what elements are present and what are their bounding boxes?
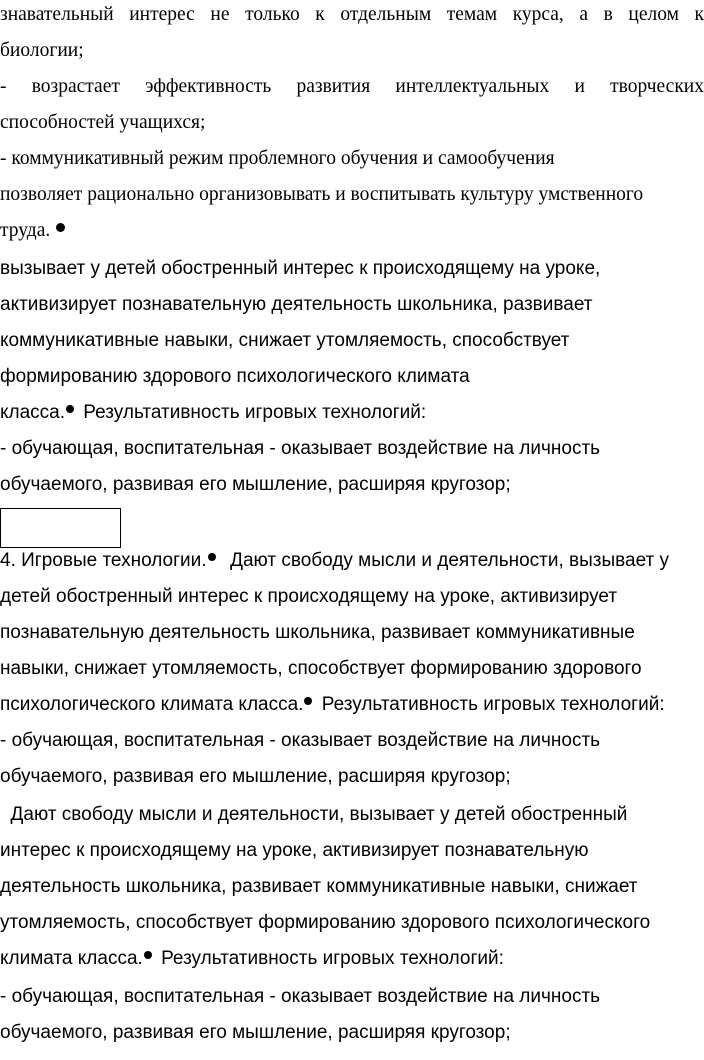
text-line: - обучающая, воспитательная - оказывает воздействие на личность [0, 438, 601, 459]
bullet-icon [208, 553, 216, 561]
bullet-icon [304, 697, 312, 705]
bullet-icon [66, 405, 74, 413]
text-line: формированию здорового психологического климата [0, 366, 470, 387]
text-fragment: Результативность игровых технологий: [316, 694, 665, 715]
text-fragment: психологического климата класса. [0, 694, 304, 715]
text-fragment: климата класса. [0, 948, 143, 969]
text-line: интерес к происходящему на уроке, активизирует познавательную [0, 840, 589, 861]
text-fragment: Дают свободу мысли и деятельности, вызывает у [219, 550, 670, 571]
text-line: детей обостренный интерес к происходящему на уроке, активизирует [0, 586, 618, 607]
text-line [0, 216, 704, 246]
text-line: знавательный интерес не только к отдельным темам курса, а в целом к [0, 4, 704, 25]
text-line [0, 398, 704, 428]
text-line: вызывает у детей обостренный интерес к происходящему на уроке, [0, 258, 601, 279]
text-line: позволяет рационально организовывать и воспитывать культуру умственного [0, 184, 644, 205]
empty-frame [0, 508, 121, 548]
text-line: коммуникативные навыки, снижает утомляемость, способствует [0, 330, 570, 351]
text-line: обучаемого, развивая его мышление, расширяя кругозор; [0, 1022, 511, 1043]
text-line: познавательную деятельность школьника, развивает коммуникативные [0, 622, 635, 643]
text-line: - коммуникативный режим проблемного обучения и самообучения [0, 148, 555, 169]
text-line [0, 690, 704, 720]
text-fragment: труда. [0, 220, 51, 241]
text-fragment: Результативность игровых технологий: [78, 402, 427, 423]
text-line: обучаемого, развивая его мышление, расширяя кругозор; [0, 766, 511, 787]
bullet-icon [144, 951, 152, 959]
text-line: деятельность школьника, развивает коммуникативные навыки, снижает [0, 876, 638, 897]
text-fragment: класса. [0, 402, 66, 423]
bullet-icon [56, 223, 65, 232]
text-line: - обучающая, воспитательная - оказывает воздействие на личность [0, 730, 601, 751]
text-line: Дают свободу мысли и деятельности, вызывает у детей обостренный [0, 804, 628, 825]
text-line: - обучающая, воспитательная - оказывает воздействие на личность [0, 986, 601, 1007]
text-line [0, 944, 704, 974]
text-line: - возрастает эффективность развития интеллектуальных и творческих [0, 76, 704, 97]
text-line [0, 546, 704, 576]
text-line: активизирует познавательную деятельность школьника, развивает [0, 294, 593, 315]
text-fragment: Результативность игровых технологий: [155, 948, 504, 969]
text-line: навыки, снижает утомляемость, способствует формированию здорового [0, 658, 642, 679]
text-line: биологии; [0, 40, 84, 61]
text-line: обучаемого, развивая его мышление, расширяя кругозор; [0, 474, 511, 495]
text-fragment: 4. Игровые технологии. [0, 550, 207, 571]
text-line: утомляемость, способствует формированию здорового психологического [0, 912, 651, 933]
text-line: способностей учащихся; [0, 112, 206, 133]
